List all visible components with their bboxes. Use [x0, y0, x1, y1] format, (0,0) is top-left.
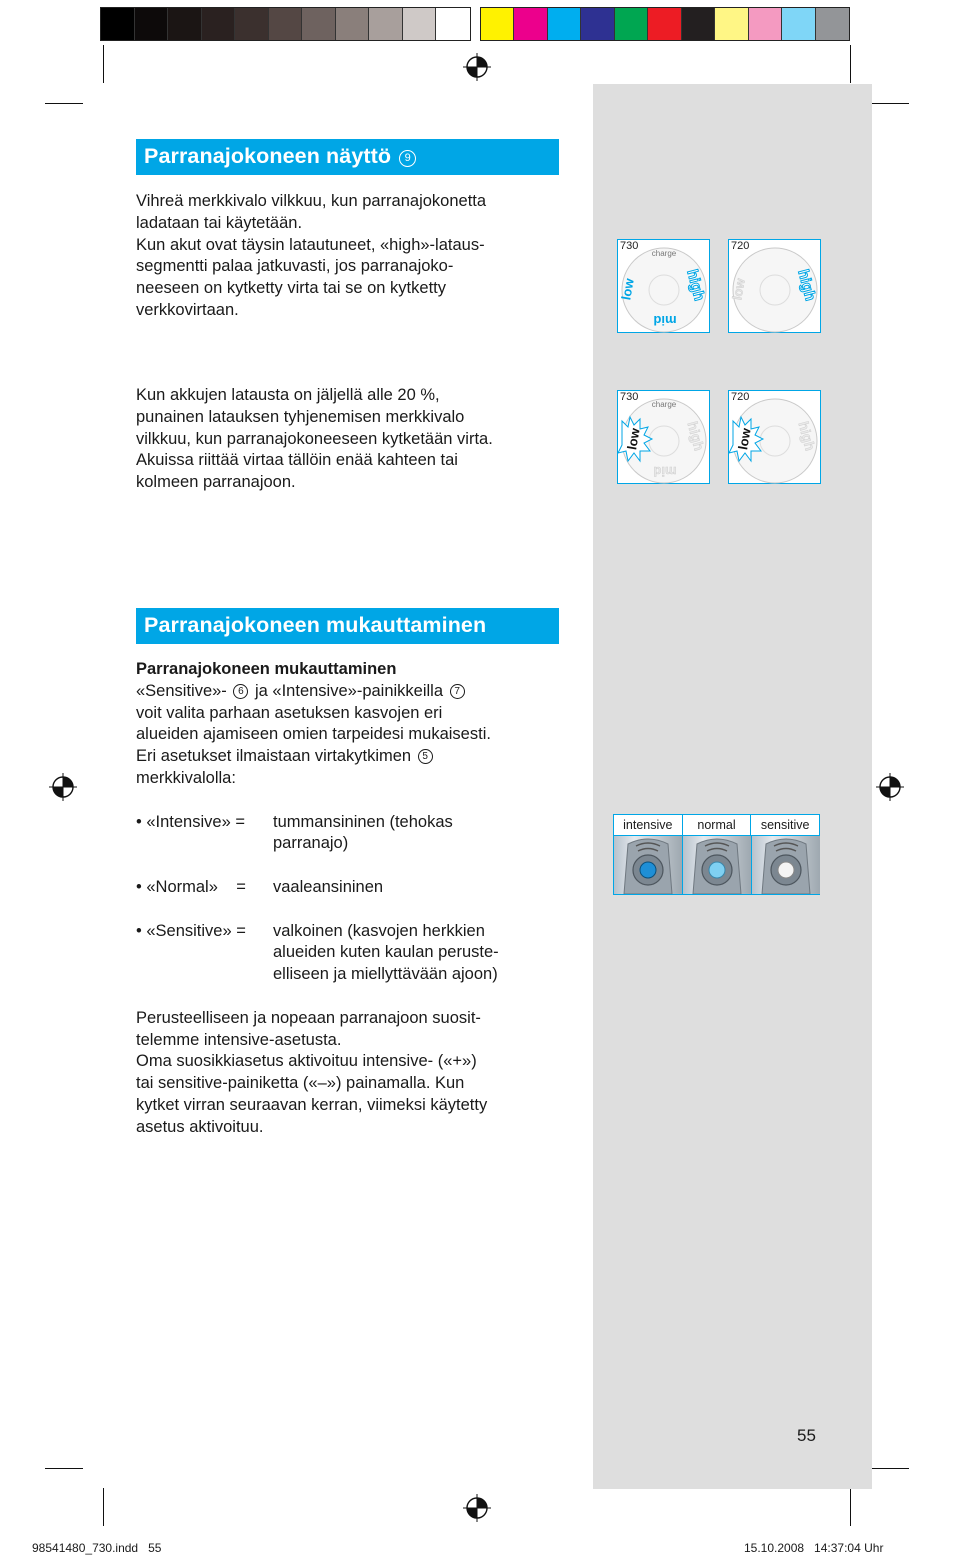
crop-mark — [871, 103, 909, 104]
mode-image-normal — [682, 836, 751, 894]
text-line — [136, 746, 566, 768]
color-swatch — [269, 8, 303, 40]
section-title: Parranajokoneen näyttö — [144, 144, 392, 168]
color-swatch — [436, 8, 470, 40]
gray-swatch-group — [100, 7, 471, 41]
text-line: ladataan tai käytetään. — [136, 213, 303, 232]
segment-mid-label: mid — [653, 464, 677, 479]
reference-number: 7 — [450, 684, 465, 699]
segment-high-label: high — [684, 419, 708, 453]
mode-light-icon — [709, 862, 725, 878]
segment-low-label: low — [624, 426, 643, 451]
color-swatch — [648, 8, 682, 40]
reference-number: 6 — [233, 684, 248, 699]
color-swatch — [615, 8, 649, 40]
registration-mark-icon — [49, 773, 77, 801]
color-swatch — [369, 8, 403, 40]
text-line: Perusteelliseen ja nopeaan parranajoon suosit- — [136, 1008, 481, 1027]
segment-high-label: high — [794, 267, 819, 303]
mode-label-sensitive: sensitive — [750, 815, 819, 835]
crop-mark — [850, 45, 851, 83]
color-swatch — [581, 8, 615, 40]
reference-number: 9 — [399, 150, 416, 167]
text-line: Vihreä merkkivalo vilkkuu, kun parranajokonetta — [136, 192, 487, 210]
color-swatch — [481, 8, 515, 40]
text-line: kolmeen parranajoon. — [136, 473, 296, 492]
bullet-description — [273, 921, 566, 986]
text-fragment: «Sensitive»- — [136, 681, 227, 700]
section-header-display — [136, 139, 559, 175]
color-swatch — [548, 8, 582, 40]
text-line: kytket virran seuraavan kerran, viimeksi käytetty — [136, 1095, 488, 1114]
bullet-sensitive — [136, 921, 566, 986]
mode-label-intensive: intensive — [623, 818, 673, 832]
bullet-term: • «Normal» = — [136, 877, 246, 896]
charge-display-720-low — [728, 390, 821, 484]
text-line: telemme intensive-asetusta. — [136, 1030, 342, 1049]
text-line: Kun akut ovat täysin latautuneet, «high»-lataus- — [136, 235, 485, 254]
color-swatch — [782, 8, 816, 40]
text-line: Akuissa riittää virtaa tällöin enää kahteen tai — [136, 451, 458, 470]
registration-mark-icon — [463, 53, 491, 81]
mode-light-icon — [778, 862, 794, 878]
mode-light-icon — [640, 862, 656, 878]
mode-images — [614, 836, 819, 894]
segment-high-label: high — [795, 419, 819, 453]
section-header-customization — [136, 608, 559, 644]
color-swatch — [135, 8, 169, 40]
reference-number: 5 — [418, 749, 433, 764]
crop-mark — [45, 1468, 83, 1469]
color-swatch — [168, 8, 202, 40]
text-line: parranajo) — [273, 834, 349, 853]
color-swatch — [302, 8, 336, 40]
registration-mark-icon — [876, 773, 904, 801]
text-fragment: Eri asetukset ilmaistaan virtakytkimen — [136, 747, 412, 766]
text-line: Kun akkujen latausta on jäljellä alle 20 %, — [136, 386, 440, 404]
charge-display-720-full — [728, 239, 821, 333]
segment-low-label: low — [618, 277, 637, 302]
mode-label-normal: normal — [682, 815, 751, 835]
customization-text — [136, 659, 566, 1139]
text-line: tai sensitive-painiketta («–») painamalla. Kun — [136, 1074, 465, 1093]
color-swatch — [816, 8, 850, 40]
bullet-term: • «Sensitive» = — [136, 921, 246, 940]
bullet-term: • «Intensive» = — [136, 812, 245, 831]
color-swatch — [514, 8, 548, 40]
mode-labels — [614, 815, 819, 836]
segment-low-label: low — [735, 426, 754, 451]
charge-label: charge — [651, 249, 677, 258]
text-line: alueiden ajamiseen omien tarpeidesi mukaisesti. — [136, 725, 491, 744]
charge-display-730-full — [617, 239, 710, 333]
crop-mark — [103, 1488, 104, 1526]
crop-mark — [850, 1488, 851, 1526]
text-line — [136, 681, 566, 703]
text-line: voit valita parhaan asetuksen kasvojen eri — [136, 703, 443, 722]
segment-mid-label: mid — [653, 313, 677, 328]
text-line: Oma suosikkiasetus aktivoituu intensive- («+») — [136, 1052, 477, 1071]
subheading: Parranajokoneen mukauttaminen — [136, 660, 397, 678]
segment-high-label: high — [683, 267, 708, 303]
color-swatch — [749, 8, 783, 40]
text-line: punainen latauksen tyhjenemisen merkkivalo — [136, 407, 465, 426]
text-line: valkoinen (kasvojen herkkien — [273, 921, 485, 940]
crop-mark — [103, 45, 104, 83]
mode-indicator-figure — [613, 814, 820, 895]
model-number: 720 — [731, 240, 750, 252]
color-swatch — [202, 8, 236, 40]
color-swatch — [235, 8, 269, 40]
text-line: vaaleansininen — [273, 877, 384, 896]
display-paragraph-low-battery — [136, 385, 566, 494]
text-line: verkkovirtaan. — [136, 300, 239, 319]
color-swatch — [336, 8, 370, 40]
text-line: segmentti palaa jatkuvasti, jos parranajoko- — [136, 257, 454, 276]
color-swatch — [715, 8, 749, 40]
model-number: 720 — [731, 391, 750, 403]
segment-low-label: low — [729, 277, 748, 302]
crop-mark — [871, 1468, 909, 1469]
text-line: elliseen ja miellyttävään ajoon) — [273, 965, 498, 984]
display-paragraph-charging — [136, 191, 566, 322]
mode-image-intensive — [614, 836, 682, 894]
text-line: alueiden kuten kaulan peruste- — [273, 943, 499, 962]
charge-display-730-low — [617, 390, 710, 484]
bullet-intensive — [136, 812, 566, 856]
model-number: 730 — [620, 391, 639, 403]
process-swatch-group — [480, 7, 851, 41]
model-number: 730 — [620, 240, 639, 252]
color-swatch — [101, 8, 135, 40]
text-line: asetus aktivoituu. — [136, 1117, 264, 1136]
text-line: tummansininen (tehokas — [273, 812, 453, 831]
registration-mark-icon — [463, 1494, 491, 1522]
bullet-description — [273, 877, 566, 899]
text-line: neeseen on kytketty virta tai se on kytketty — [136, 279, 446, 298]
crop-mark — [45, 103, 83, 104]
color-swatch — [403, 8, 437, 40]
color-swatch — [682, 8, 716, 40]
page-number: 55 — [797, 1426, 816, 1445]
slug-timestamp: 15.10.2008 14:37:04 Uhr — [744, 1541, 884, 1555]
color-calibration-bar — [100, 7, 850, 41]
slug-filename: 98541480_730.indd 55 — [32, 1541, 162, 1555]
bullet-description — [273, 812, 566, 856]
section-title: Parranajokoneen mukauttaminen — [144, 613, 487, 637]
bullet-normal — [136, 877, 566, 899]
text-line: vilkkuu, kun parranajokoneeseen kytketään virta. — [136, 429, 493, 448]
mode-image-sensitive — [751, 836, 820, 894]
text-line: merkkivalolla: — [136, 768, 236, 787]
charge-label: charge — [651, 400, 677, 409]
text-fragment: ja «Intensive»-painikkeilla — [255, 681, 444, 700]
